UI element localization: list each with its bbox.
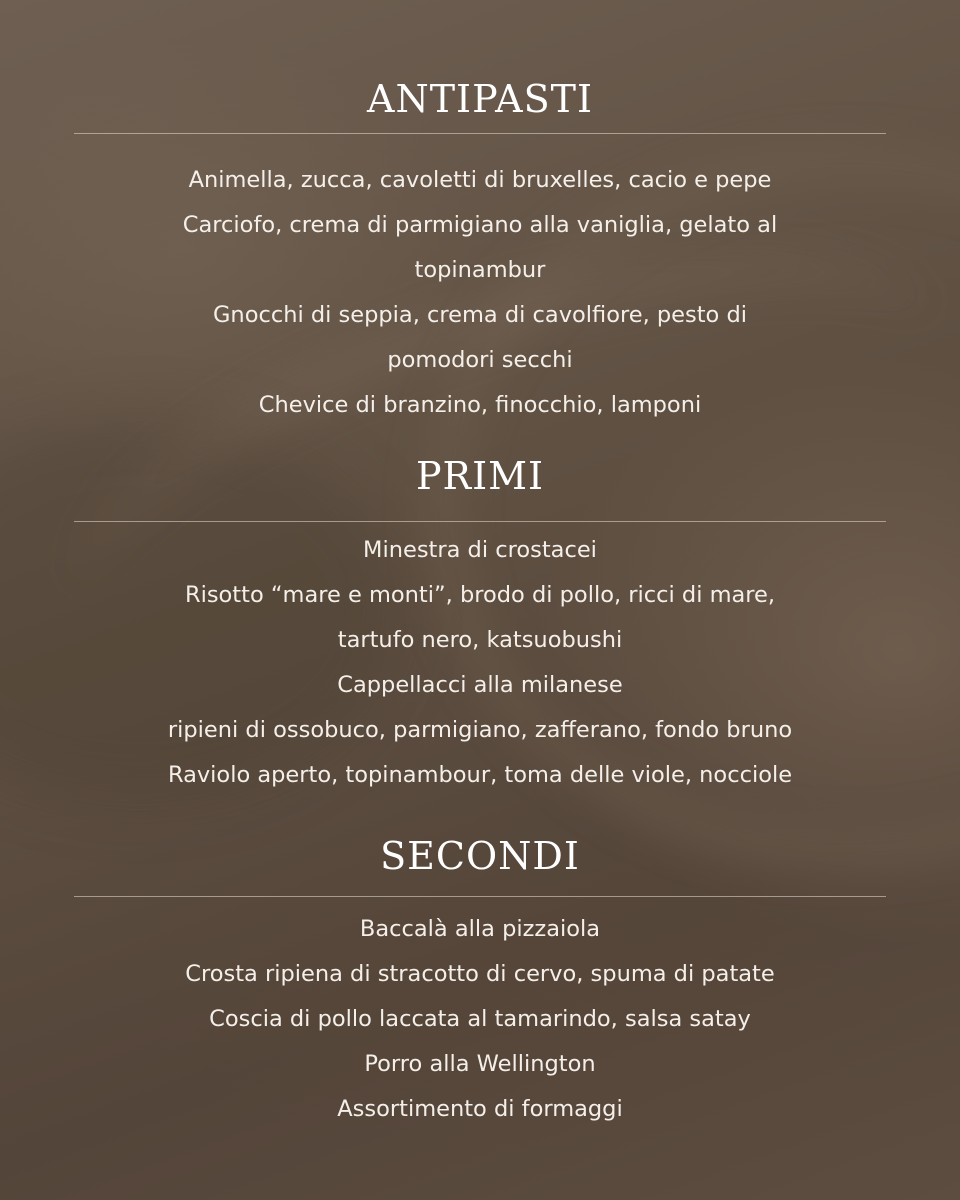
- menu-item: ripieni di ossobuco, parmigiano, zafferano, fondo bruno: [167, 717, 793, 743]
- menu-item: Cappellacci alla milanese: [337, 672, 623, 698]
- secondi-section: [0, 833, 960, 1122]
- primi-section: [0, 453, 960, 788]
- menu-item: Risotto “mare e monti”, brodo di pollo, ricci di mare,: [184, 582, 776, 608]
- primi-divider: [74, 521, 886, 522]
- menu-item: Crosta ripiena di stracotto di cervo, spuma di patate: [185, 961, 775, 987]
- secondi-divider: [74, 896, 886, 897]
- primi-heading: PRIMI: [415, 454, 545, 498]
- secondi-list: [0, 907, 960, 1132]
- menu-item: Raviolo aperto, topinambour, toma delle viole, nocciole: [167, 762, 793, 788]
- menu-item: Animella, zucca, cavoletti di bruxelles, cacio e pepe: [188, 167, 772, 193]
- menu-item: tartufo nero, katsuobushi: [337, 627, 623, 653]
- antipasti-heading: ANTIPASTI: [367, 77, 593, 121]
- menu-item: Carciofo, crema di parmigiano alla vaniglia, gelato al: [182, 212, 778, 238]
- antipasti-list: [0, 158, 960, 428]
- menu-item: Porro alla Wellington: [364, 1051, 596, 1077]
- menu-item: Chevice di branzino, finocchio, lamponi: [258, 392, 702, 418]
- secondi-heading: SECONDI: [380, 834, 580, 878]
- antipasti-section: [0, 76, 960, 418]
- menu-item: Coscia di pollo laccata al tamarindo, salsa satay: [209, 1006, 751, 1032]
- menu-item: Assortimento di formaggi: [337, 1096, 623, 1122]
- menu-item: Baccalà alla pizzaiola: [359, 916, 601, 942]
- menu-item: Gnocchi di seppia, crema di cavolfiore, pesto di: [213, 302, 747, 328]
- antipasti-divider: [74, 133, 886, 134]
- menu-item: topinambur: [414, 257, 546, 283]
- menu-item: pomodori secchi: [387, 347, 573, 373]
- primi-list: [0, 528, 960, 798]
- menu-item: Minestra di crostacei: [363, 537, 597, 563]
